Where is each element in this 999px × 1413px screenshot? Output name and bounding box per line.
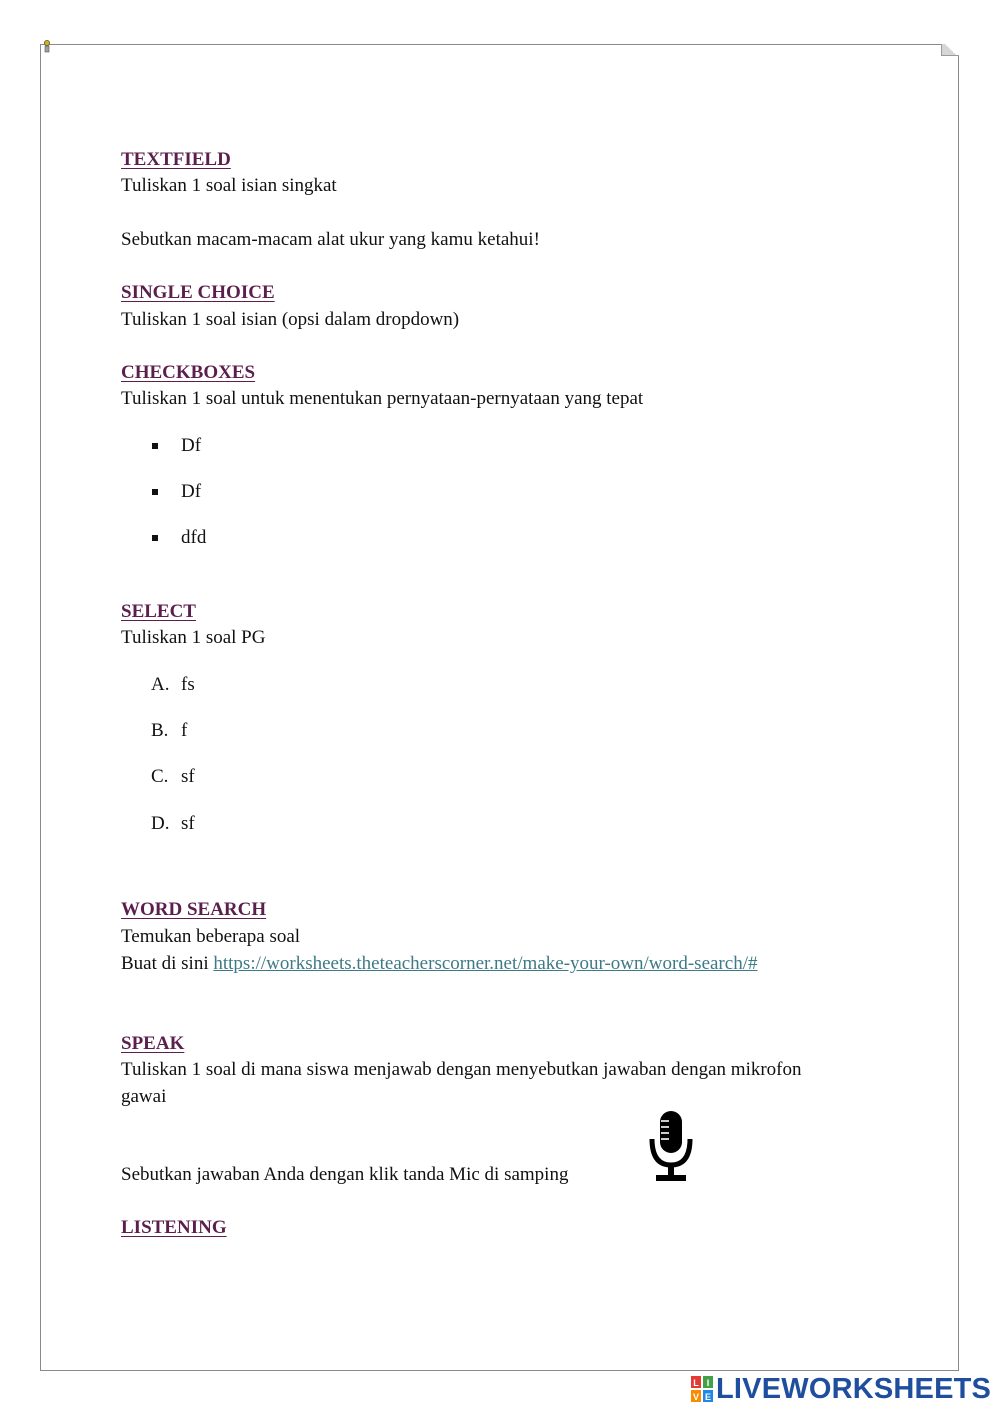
select-option[interactable]: sf — [181, 766, 195, 787]
link-prefix: Buat di sini — [121, 953, 209, 974]
microphone-icon[interactable] — [647, 1109, 695, 1183]
word-search-link[interactable]: https://worksheets.theteacherscorner.net/make-your-own/word-search/# — [213, 953, 758, 974]
bullet-icon — [152, 443, 158, 449]
live-badge-icon — [691, 1376, 713, 1402]
single-choice-instruction: Tuliskan 1 soal isian (opsi dalam dropdown) — [121, 309, 460, 330]
listening-heading: LISTENING — [121, 1217, 227, 1238]
logo-text: LIVEWORKSHEETS — [716, 1372, 992, 1405]
speak-prompt: Sebutkan jawaban Anda dengan klik tanda Mic di samping — [121, 1164, 569, 1185]
select-option[interactable]: sf — [181, 813, 195, 834]
option-letter: A. — [151, 674, 170, 695]
select-option[interactable]: fs — [181, 674, 195, 695]
checkbox-item[interactable]: Df — [181, 435, 202, 456]
svg-text:V: V — [692, 1392, 700, 1402]
liveworksheets-logo[interactable] — [691, 1374, 991, 1404]
speaker-pin-icon[interactable] — [42, 40, 52, 54]
svg-text:I: I — [706, 1378, 710, 1388]
textfield-heading: TEXTFIELD — [121, 149, 231, 170]
checkbox-item[interactable]: dfd — [181, 527, 207, 548]
checkboxes-heading: CHECKBOXES — [121, 362, 256, 383]
checkbox-item[interactable]: Df — [181, 481, 202, 502]
single-choice-heading: SINGLE CHOICE — [121, 282, 275, 303]
option-letter: C. — [151, 766, 169, 787]
word-search-heading: WORD SEARCH — [121, 899, 267, 920]
bullet-icon — [152, 489, 158, 495]
word-search-link-line — [121, 952, 757, 976]
speak-instruction-line2: gawai — [121, 1086, 167, 1107]
bullet-icon — [152, 535, 158, 541]
word-search-instruction: Temukan beberapa soal — [121, 926, 301, 947]
checkboxes-instruction: Tuliskan 1 soal untuk menentukan pernyataan-pernyataan yang tepat — [121, 388, 644, 409]
speak-instruction-line1: Tuliskan 1 soal di mana siswa menjawab dengan menyebutkan jawaban dengan mikrofon — [121, 1059, 802, 1080]
option-letter: B. — [151, 720, 169, 741]
textfield-instruction: Tuliskan 1 soal isian singkat — [121, 175, 337, 196]
select-instruction: Tuliskan 1 soal PG — [121, 627, 266, 648]
option-letter: D. — [151, 813, 170, 834]
speak-heading: SPEAK — [121, 1033, 185, 1054]
select-option[interactable]: f — [181, 720, 188, 741]
svg-text:E: E — [704, 1392, 712, 1402]
select-heading: SELECT — [121, 601, 196, 622]
textfield-question: Sebutkan macam-macam alat ukur yang kamu ketahui! — [121, 229, 540, 250]
svg-text:L: L — [693, 1378, 699, 1388]
page-corner-fold — [941, 44, 959, 56]
